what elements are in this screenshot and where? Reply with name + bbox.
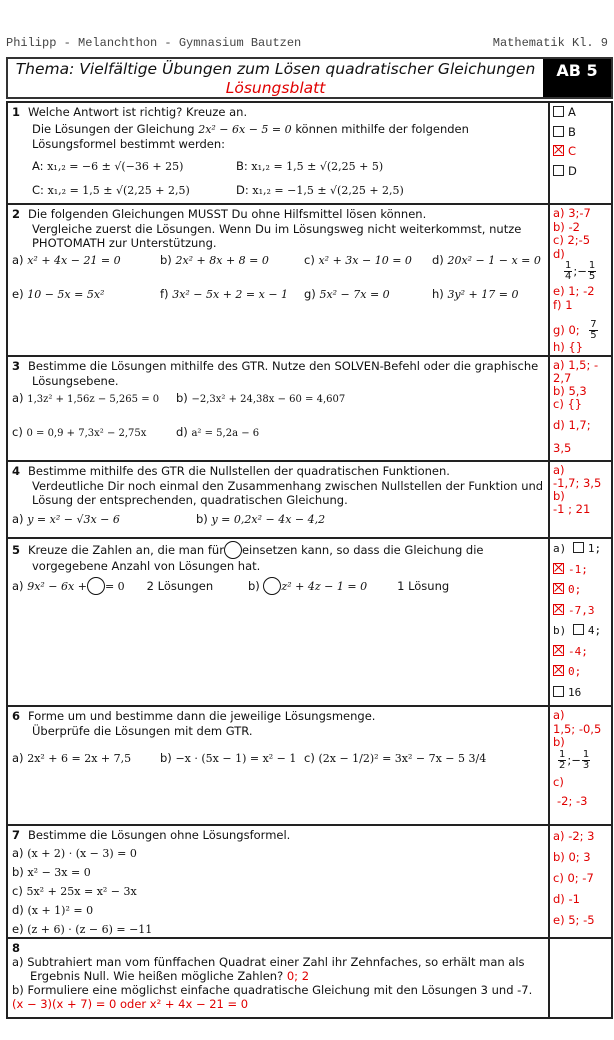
- answer-fraction: $\frac{1}{4}$ ;− $\frac{1}{5}$: [565, 260, 596, 282]
- equation: 1,3z² + 1,56z − 5,265 = 0: [27, 394, 160, 405]
- equation: 0 = 0,9 + 7,3x² − 2,75x: [26, 428, 147, 439]
- item-b: [160, 751, 296, 767]
- checkbox-icon: [553, 686, 564, 697]
- answer-value: 1;: [587, 542, 602, 555]
- page-header-line: [6, 36, 608, 52]
- equation: 20x² − 1 − x = 0: [447, 254, 541, 267]
- item-label: c): [12, 425, 23, 439]
- item-label: c): [12, 884, 23, 898]
- option-a: [32, 159, 183, 175]
- task-line: Die folgenden Gleichungen MUSST Du ohne Hilfsmittel lösen können.: [28, 207, 427, 221]
- item-c: [304, 253, 412, 269]
- equation: −2,3x² + 24,38x − 60 = 4,607: [191, 394, 346, 405]
- task-8-answers: [548, 939, 611, 1017]
- task-line: Bestimme die Lösungen mithilfe des GTR. Nutze den SOLVEN-Befehl oder die graphische: [28, 359, 539, 373]
- answer-value: 0;: [568, 583, 582, 596]
- answer: (x − 3)(x + 7) = 0 oder x² + 4x − 21 = 0: [12, 997, 249, 1011]
- placeholder-circle-icon: [87, 577, 105, 595]
- equation: 3x² − 5x + 2 = x − 1: [172, 288, 289, 301]
- equation: x² + 3x − 10 = 0: [318, 254, 412, 267]
- answer-prefix: a): [553, 542, 567, 555]
- item-a: [12, 844, 544, 863]
- answer: a) 1,5; -: [553, 358, 599, 372]
- task-7-question: [8, 826, 548, 937]
- item-label: h): [432, 287, 444, 301]
- task-1-question: [8, 103, 548, 203]
- checkbox-label: A: [568, 105, 576, 119]
- option-d: [236, 183, 404, 199]
- checkbox-a-minus1[interactable]: [553, 560, 608, 581]
- item-a: [12, 512, 120, 528]
- equation: y = x² − √3x − 6: [27, 513, 120, 526]
- task-line: Forme um und bestimme dann die jeweilige Lösungsmenge.: [28, 709, 376, 723]
- task-6-answers: [548, 707, 611, 824]
- item-text: Subtrahiert man vom fünffachen Quadrat einer Zahl ihr Zehnfaches, so erhält man als: [27, 955, 525, 969]
- answer: c): [553, 774, 564, 789]
- equation: −x · (5x − 1) = x² − 1: [175, 752, 297, 765]
- task-number: 4: [12, 464, 21, 478]
- item-c: [12, 882, 544, 901]
- answer-value: 0;: [568, 665, 582, 678]
- item-label: d): [12, 903, 24, 917]
- option-formula: x₁,₂ = 1,5 ± √(2,25 + 2,5): [47, 184, 190, 197]
- option-c: [32, 183, 190, 199]
- item-label: b): [160, 253, 172, 267]
- task-3: [8, 357, 611, 462]
- item-label: a): [12, 579, 24, 593]
- equation: x² − 3x = 0: [27, 866, 91, 879]
- task-line: einsetzen kann, so dass die Gleichung die: [241, 543, 484, 557]
- equation: 10 − 5x = 5x²: [27, 288, 105, 301]
- worksheet-subtitle: Lösungsblatt: [225, 79, 326, 97]
- checkbox-b-16[interactable]: [553, 683, 608, 704]
- answer: d): [553, 246, 565, 261]
- item-label: d): [432, 253, 444, 267]
- item-c: [304, 751, 486, 767]
- task-line: Bestimme mithilfe des GTR die Nullstellen der quadratischen Funktionen.: [28, 464, 450, 478]
- equation: = 0: [104, 580, 125, 593]
- task-2-question: [8, 205, 548, 355]
- item-label: b): [176, 391, 188, 405]
- item-b: [12, 983, 544, 997]
- task-5: [8, 539, 611, 707]
- item-g: [304, 287, 390, 303]
- answer-value: -1;: [568, 562, 588, 576]
- item-label: e): [12, 287, 24, 301]
- task-line: Vergleiche zuerst die Lösungen. Wenn Du im Lösungsweg nicht weiterkommst, nutze: [32, 221, 522, 236]
- sheet-badge: AB 5: [543, 59, 611, 97]
- equation: y = 0,2x² − 4x − 4,2: [211, 513, 326, 526]
- option-formula: x₁,₂ = −1,5 ± √(2,25 + 2,5): [252, 184, 404, 197]
- checkbox-icon: [553, 126, 564, 137]
- answer: a) -2; 3: [553, 829, 595, 843]
- task-2: [8, 205, 611, 357]
- solution-count: 1 Lösung: [397, 579, 450, 593]
- answer-value: -7,3: [568, 603, 595, 617]
- task-4: [8, 462, 611, 539]
- task-number: 6: [12, 709, 21, 723]
- title-box: [6, 57, 613, 99]
- answer: -1,7; 3,5: [553, 476, 602, 490]
- task-number: 5: [12, 543, 21, 557]
- task-line: Überprüfe die Lösungen mit dem GTR.: [32, 723, 253, 738]
- answer: b): [553, 489, 565, 503]
- checkbox-option-d[interactable]: [553, 162, 608, 182]
- item-label: b): [248, 579, 260, 593]
- task-1: [8, 103, 611, 205]
- checkbox-b-0[interactable]: [553, 662, 608, 683]
- checked-box-icon: [553, 563, 564, 574]
- checkbox-icon: [573, 624, 584, 635]
- task-number: 2: [12, 207, 21, 221]
- task-line: Die Lösungen der Gleichung: [32, 121, 195, 136]
- answer: a): [553, 463, 565, 477]
- checked-box-icon: [553, 145, 564, 156]
- item-label: g): [304, 287, 316, 301]
- task-2-answers: [548, 205, 611, 355]
- answer: g) 0; $\frac{7}{5}$: [553, 319, 597, 341]
- option-label: C:: [32, 183, 44, 197]
- answer: h) {}: [553, 340, 584, 354]
- item-a: [12, 253, 121, 269]
- item-label: f): [160, 287, 169, 301]
- checkbox-label: D: [568, 163, 577, 178]
- checkbox-b-minus4[interactable]: [553, 642, 608, 663]
- item-b: [248, 577, 449, 595]
- equation: 5x² + 25x = x² − 3x: [26, 885, 137, 898]
- item-d: [432, 253, 541, 269]
- item-a: [12, 577, 213, 595]
- task-1-answers: [548, 103, 611, 203]
- task-line: Lösungsebene.: [32, 373, 119, 388]
- item-d: [176, 425, 259, 442]
- item-label: d): [176, 425, 188, 439]
- checkbox-icon: [573, 542, 584, 553]
- answer: 1,5; -0,5: [553, 721, 602, 736]
- item-label: b): [12, 983, 24, 997]
- task-7: [8, 826, 611, 939]
- option-formula: x₁,₂ = −6 ± √(−36 + 25): [47, 160, 184, 173]
- item-b: [176, 391, 345, 408]
- item-label: b): [160, 751, 172, 765]
- item-label: e): [12, 922, 24, 936]
- option-formula: x₁,₂ = 1,5 ± √(2,25 + 5): [251, 160, 384, 173]
- answer: c) 2;-5: [553, 233, 591, 247]
- item-label: b): [12, 865, 24, 879]
- item-c: [12, 425, 146, 442]
- answer: 2,7: [553, 371, 572, 385]
- checkbox-icon: [553, 165, 564, 176]
- task-number: 8: [12, 941, 21, 955]
- task-8: [8, 939, 611, 1017]
- equation: 3y² + 17 = 0: [447, 288, 519, 301]
- checkbox-b-4[interactable]: [553, 621, 608, 642]
- item-b: [196, 512, 325, 528]
- equation: 2x² + 8x + 8 = 0: [175, 254, 269, 267]
- item-label: a): [12, 391, 24, 405]
- task-7-answers: [548, 826, 611, 937]
- checkbox-label: B: [568, 124, 576, 139]
- item-label: c): [304, 253, 315, 267]
- item-label: c): [304, 751, 315, 765]
- checkbox-label: C: [568, 144, 577, 158]
- equation: (z + 6) · (z − 6) = −11: [27, 923, 153, 936]
- task-3-answers: [548, 357, 611, 460]
- item-label: a): [12, 512, 24, 526]
- task-4-question: [8, 462, 548, 537]
- item-e: [12, 287, 104, 303]
- option-label: A:: [32, 159, 44, 173]
- school-name: Philipp - Melanchthon - Gymnasium Bautzen: [6, 36, 302, 50]
- task-number: 3: [12, 359, 21, 373]
- item-label: a): [12, 751, 24, 765]
- task-line: Verdeutliche Dir noch einmal den Zusammenhang zwischen Nullstellen der Funktion und: [32, 478, 544, 493]
- item-d: [12, 901, 544, 920]
- equation: (x + 2) · (x − 3) = 0: [27, 847, 137, 860]
- item-text: Ergebnis Null. Wie heißen mögliche Zahlen?: [30, 969, 284, 983]
- option-label: B:: [236, 159, 248, 173]
- item-a: [12, 391, 159, 408]
- checkbox-icon: [553, 106, 564, 117]
- equation: (x + 1)² = 0: [27, 904, 94, 917]
- answer-prefix: b): [553, 624, 567, 637]
- solution-count: 2 Lösungen: [146, 579, 214, 593]
- task-line: PHOTOMATH zur Unterstützung.: [32, 236, 217, 250]
- task-line: vorgegebene Anzahl von Lösungen hat.: [32, 559, 261, 573]
- equation: x² + 4x − 21 = 0: [27, 254, 121, 267]
- checkbox-a-0[interactable]: [553, 580, 608, 601]
- checkbox-option-b[interactable]: [553, 123, 608, 143]
- answer: a) 3;-7: [553, 206, 591, 220]
- checked-box-icon: [553, 604, 564, 615]
- title-text: Thema: Vielfältige Übungen zum Lösen quadratischer Gleichungen: [15, 60, 536, 78]
- answer: e) 1; -2: [553, 284, 595, 298]
- answer: e) 5; -5: [553, 913, 595, 927]
- equation: z² + 4z − 1 = 0: [281, 580, 368, 593]
- item-b: [160, 253, 269, 269]
- answer: -1 ; 21: [553, 502, 591, 516]
- answer: c) {}: [553, 397, 583, 411]
- task-line: Kreuze die Zahlen an, die man für: [28, 543, 224, 557]
- task-number: 7: [12, 828, 21, 842]
- task-line: Bestimme die Lösungen ohne Lösungsformel.: [28, 828, 291, 842]
- checkbox-a-1[interactable]: [553, 539, 608, 560]
- item-h: [432, 287, 518, 303]
- equation: a² = 5,2a − 6: [191, 428, 260, 439]
- answer: b) -2: [553, 219, 580, 234]
- option-label: D:: [236, 183, 249, 197]
- checked-box-icon: [553, 645, 564, 656]
- worksheet-title: [8, 59, 543, 97]
- task-5-question: [8, 539, 548, 705]
- placeholder-circle-icon: [224, 541, 242, 559]
- item-f: [160, 287, 288, 303]
- task-8-question: [8, 939, 548, 1017]
- task-number: 1: [12, 105, 21, 119]
- answer: 0; 2: [286, 969, 310, 983]
- task-line: Lösung der entsprechenden, quadratischen Gleichung.: [32, 493, 348, 507]
- task-table: [6, 101, 613, 1019]
- item-b: [12, 863, 544, 882]
- task-6: [8, 707, 611, 826]
- answer: 3,5: [553, 441, 572, 455]
- item-label: a): [12, 846, 24, 860]
- answer: b) 5,3: [553, 384, 587, 398]
- checkbox-option-a[interactable]: [553, 103, 608, 123]
- item-label: a): [12, 253, 24, 267]
- answer: c) 0; -7: [553, 871, 594, 885]
- task-3-question: [8, 357, 548, 460]
- item-e: [12, 920, 544, 939]
- task-line: Lösungsformel bestimmt werden:: [32, 137, 226, 151]
- equation: 2x² − 6x − 5 = 0: [198, 122, 292, 136]
- subject-label: Mathematik Kl. 9: [492, 36, 608, 50]
- checked-box-icon: [553, 583, 564, 594]
- item-a: [12, 751, 131, 767]
- item-label: b): [196, 512, 208, 526]
- checked-box-icon: [553, 665, 564, 676]
- equation: (2x − 1/2)² = 3x² − 7x − 5 3/4: [318, 752, 487, 765]
- answer-value: 16: [568, 685, 582, 699]
- checkbox-option-c[interactable]: [553, 142, 608, 162]
- item-label: a): [12, 955, 24, 969]
- task-6-question: [8, 707, 548, 824]
- task-4-answers: [548, 462, 611, 537]
- answer-value: -4;: [568, 644, 588, 658]
- task-line: können mithilfe der folgenden: [295, 121, 469, 136]
- answer: d) -1: [553, 892, 580, 906]
- answer: d) 1,7;: [553, 418, 591, 432]
- checkbox-a-minus7-3[interactable]: [553, 601, 608, 622]
- answer: f) 1: [553, 297, 573, 312]
- answer-fraction: $\frac{1}{2}$ ;− $\frac{1}{3}$: [559, 748, 590, 771]
- option-b: [236, 159, 383, 175]
- answer: b): [553, 735, 565, 749]
- answer-value: 4;: [587, 624, 602, 637]
- placeholder-circle-icon: [263, 577, 281, 595]
- answer: b) 0; 3: [553, 850, 591, 864]
- item-a-cont: [12, 969, 544, 983]
- answer: a): [553, 708, 565, 722]
- item-text: Formuliere eine möglichst einfache quadratische Gleichung mit den Lösungen 3 und -7.: [27, 983, 533, 997]
- answer: -2; -3: [557, 794, 588, 808]
- equation: 9x² − 6x +: [27, 580, 87, 593]
- item-a: [12, 955, 544, 969]
- task-5-answers: [548, 539, 611, 705]
- task-line: Welche Antwort ist richtig? Kreuze an.: [28, 105, 248, 119]
- equation: 5x² − 7x = 0: [319, 288, 390, 301]
- equation: 2x² + 6 = 2x + 7,5: [27, 752, 132, 765]
